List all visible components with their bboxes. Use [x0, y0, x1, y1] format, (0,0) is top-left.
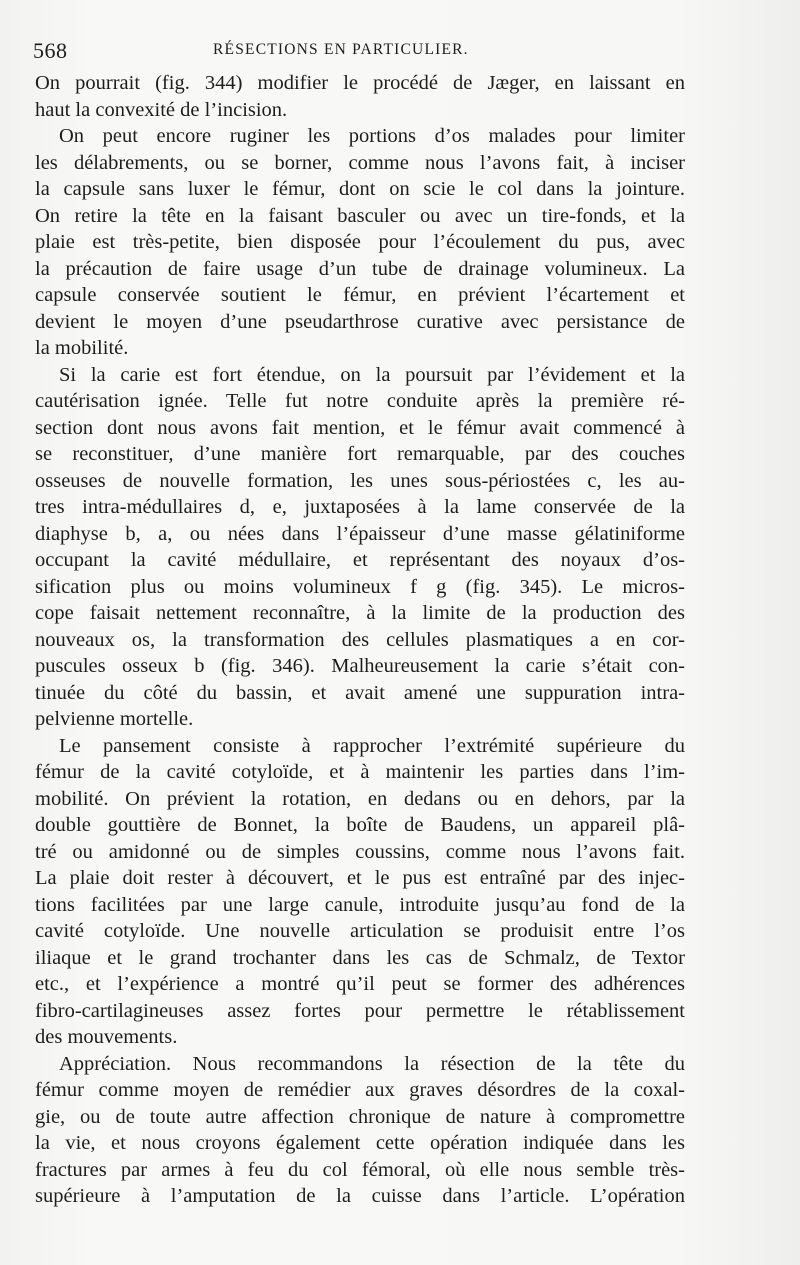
text-line: fractures par armes à feu du col fémoral, où elle nous semble très-	[35, 1158, 685, 1181]
text-line: On pourrait (fig. 344) modifier le procédé de Jæger, en laissant en	[35, 72, 685, 94]
text-line: occupant la cavité médullaire, et représentant des noyaux d’os-	[35, 549, 685, 571]
text-line: etc., et l’expérience a montré qu’il peut se former des adhérences	[35, 973, 685, 995]
text-line: Appréciation. Nous recommandons la résection de la tête du	[59, 1052, 685, 1075]
text-line: devient le moyen d’une pseudarthrose curative avec persistance de	[35, 310, 685, 333]
text-line: la vie, et nous croyons également cette opération indiquée dans les	[35, 1132, 685, 1154]
text-line: On peut encore ruginer les portions d’os malades pour limiter	[59, 125, 685, 147]
text-line: osseuses de nouvelle formation, les unes sous-périostées c, les au-	[35, 469, 685, 492]
text-line: tres intra-médullaires d, e, juxtaposées à la lame conservée de la	[35, 496, 685, 518]
text-line: des mouvements.	[35, 1026, 178, 1048]
text-line: la capsule sans luxer le fémur, dont on scie le col dans la jointure.	[35, 178, 685, 200]
text-line: cavité cotyloïde. Une nouvelle articulation se produisit entre l’os	[35, 920, 685, 942]
text-line: cautérisation ignée. Telle fut notre conduite après la première ré-	[35, 390, 685, 412]
text-line: les délabrements, ou se borner, comme nous l’avons fait, à inciser	[35, 151, 685, 174]
text-line: haut la convexité de l’incision.	[35, 98, 288, 121]
running-head: RÉSECTIONS EN PARTICULIER.	[213, 41, 469, 58]
page-header	[33, 38, 693, 68]
text-line: nouveaux os, la transformation des cellules plasmatiques a en cor-	[35, 628, 685, 651]
text-line: pelvienne mortelle.	[35, 708, 194, 730]
text-line: cope faisait nettement reconnaître, à la limite de la production des	[35, 602, 685, 624]
text-line: la précaution de faire usage d’un tube de drainage volumineux. La	[35, 257, 685, 280]
text-line: se reconstituer, d’une manière fort remarquable, par des couches	[35, 443, 685, 465]
text-line: plaie est très-petite, bien disposée pour l’écoulement du pus, avec	[35, 231, 685, 253]
text-line: iliaque et le grand trochanter dans les cas de Schmalz, de Textor	[35, 946, 685, 969]
text-line: tré ou amidonné ou de simples coussins, comme nous l’avons fait.	[35, 840, 685, 863]
text-line: section dont nous avons fait mention, et le fémur avait commencé à	[35, 416, 685, 439]
text-line: double gouttière de Bonnet, la boîte de Baudens, un appareil plâ-	[35, 814, 685, 836]
paragraph	[35, 123, 685, 362]
text-line: la mobilité.	[35, 337, 129, 359]
text-line: Le pansement consiste à rapprocher l’extrémité supérieure du	[59, 734, 685, 757]
body-text	[35, 70, 685, 1210]
text-line: mobilité. On prévient la rotation, en dedans ou en dehors, par la	[35, 787, 685, 810]
paragraph	[35, 1051, 685, 1210]
text-line: La plaie doit rester à découvert, et le pus est entraîné par des injec-	[35, 867, 685, 889]
paragraph	[35, 733, 685, 1051]
text-line: fémur de la cavité cotyloïde, et à maintenir les parties dans l’im-	[35, 761, 685, 783]
text-line: Si la carie est fort étendue, on la poursuit par l’évidement et la	[59, 363, 685, 386]
text-line: fémur comme moyen de remédier aux graves désordres de la coxal-	[35, 1079, 685, 1101]
text-line: gie, ou de toute autre affection chronique de nature à compromettre	[35, 1105, 685, 1128]
text-line: supérieure à l’amputation de la cuisse dans l’article. L’opération	[35, 1185, 685, 1207]
text-line: sification plus ou moins volumineux f g (fig. 345). Le micros-	[35, 575, 685, 598]
text-line: capsule conservée soutient le fémur, en prévient l’écartement et	[35, 284, 685, 306]
paragraph	[35, 362, 685, 733]
text-line: diaphyse b, a, ou nées dans l’épaisseur d’une masse gélatiniforme	[35, 522, 685, 545]
text-line: On retire la tête en la faisant basculer ou avec un tire-fonds, et la	[35, 204, 685, 227]
text-line: tions facilitées par une large canule, introduite jusqu’au fond de la	[35, 893, 685, 916]
text-line: tinuée du côté du bassin, et avait amené une suppuration intra-	[35, 681, 685, 704]
page-number: 568	[33, 38, 68, 63]
text-line: puscules osseux b (fig. 346). Malheureusement la carie s’était con-	[35, 655, 685, 677]
text-line: fibro-cartilagineuses assez fortes pour permettre le rétablissement	[35, 999, 685, 1022]
paragraph	[35, 70, 685, 123]
